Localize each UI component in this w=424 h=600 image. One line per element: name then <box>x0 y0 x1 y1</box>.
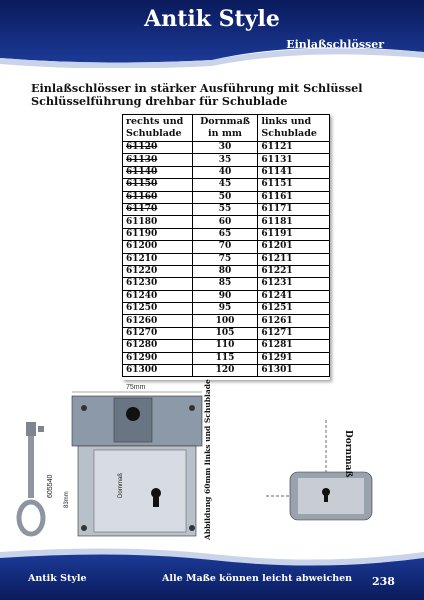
table-row <box>123 228 330 240</box>
key-image <box>19 422 44 534</box>
header-text: in mm <box>208 128 242 139</box>
header-dornmass <box>192 115 258 142</box>
cell-dornmass: 80 <box>192 265 258 277</box>
page-number: 238 <box>372 575 395 588</box>
header-text: links und <box>261 116 312 127</box>
spec-table-wrapper <box>122 114 330 380</box>
height-label: 83mm <box>64 491 70 508</box>
intro-line-1: Einlaßschlösser in stärker Ausführung mit Schlüssel <box>31 81 363 95</box>
table-row <box>123 340 330 352</box>
page-header <box>0 0 424 68</box>
table-header-row <box>123 115 330 142</box>
cell-right-drawer: 61220 <box>123 265 193 277</box>
footer-brand: Antik Style <box>28 573 87 584</box>
figure-caption <box>197 379 212 540</box>
section-title: Einlaßschlösser <box>286 38 384 51</box>
header-text: rechts und <box>126 116 184 127</box>
cell-right-drawer: 61120 <box>123 142 193 154</box>
header-text: Dornmaß <box>200 116 250 127</box>
table-row <box>123 166 330 178</box>
cell-left-drawer: 61251 <box>258 303 330 315</box>
cell-right-drawer: 61180 <box>123 216 193 228</box>
cell-dornmass: 95 <box>192 303 258 315</box>
cell-dornmass: 65 <box>192 228 258 240</box>
lock-figure-right <box>258 420 378 530</box>
table-row <box>123 191 330 203</box>
cell-dornmass: 115 <box>192 352 258 364</box>
cell-right-drawer: 61290 <box>123 352 193 364</box>
table-row <box>123 154 330 166</box>
cell-left-drawer: 61231 <box>258 278 330 290</box>
width-label: 75mm <box>126 384 146 391</box>
cell-dornmass: 105 <box>192 327 258 339</box>
cell-left-drawer: 61261 <box>258 315 330 327</box>
table-row <box>123 241 330 253</box>
header-text: Schublade <box>261 128 317 139</box>
table-row <box>123 142 330 154</box>
cell-dornmass: 35 <box>192 154 258 166</box>
cell-right-drawer: 61300 <box>123 365 193 377</box>
cell-left-drawer: 61181 <box>258 216 330 228</box>
key-number: 605540 <box>47 474 54 498</box>
table-row <box>123 278 330 290</box>
header-text: Schublade <box>126 128 182 139</box>
cell-right-drawer: 61270 <box>123 327 193 339</box>
cell-left-drawer: 61281 <box>258 340 330 352</box>
cell-dornmass: 90 <box>192 290 258 302</box>
table-row <box>123 203 330 215</box>
table-row <box>123 327 330 339</box>
cell-left-drawer: 61291 <box>258 352 330 364</box>
cell-dornmass: 55 <box>192 203 258 215</box>
cell-dornmass: 45 <box>192 179 258 191</box>
cell-left-drawer: 61151 <box>258 179 330 191</box>
cell-left-drawer: 61171 <box>258 203 330 215</box>
cell-dornmass: 60 <box>192 216 258 228</box>
table-row <box>123 179 330 191</box>
cell-right-drawer: 61200 <box>123 241 193 253</box>
dorn-label: Dornmaß <box>118 472 124 498</box>
cell-right-drawer: 61170 <box>123 203 193 215</box>
product-intro <box>31 82 401 108</box>
cell-dornmass: 40 <box>192 166 258 178</box>
footer-note: Alle Maße können leicht abweichen <box>162 573 353 584</box>
cell-left-drawer: 61201 <box>258 241 330 253</box>
brand-title: Antik Style <box>144 6 280 32</box>
cell-dornmass: 50 <box>192 191 258 203</box>
lock-plate-drawing <box>258 420 378 530</box>
footer-banner <box>0 544 424 600</box>
cell-right-drawer: 61230 <box>123 278 193 290</box>
table-row <box>123 352 330 364</box>
table-body <box>123 142 330 377</box>
table-row <box>123 265 330 277</box>
cell-dornmass: 75 <box>192 253 258 265</box>
cell-dornmass: 120 <box>192 365 258 377</box>
cell-dornmass: 85 <box>192 278 258 290</box>
table-row <box>123 216 330 228</box>
cell-dornmass: 110 <box>192 340 258 352</box>
header-right-drawer <box>123 115 193 142</box>
table-row <box>123 253 330 265</box>
spec-table <box>122 114 330 377</box>
cell-left-drawer: 61141 <box>258 166 330 178</box>
page-footer <box>0 544 424 600</box>
cell-right-drawer: 61240 <box>123 290 193 302</box>
cell-dornmass: 30 <box>192 142 258 154</box>
lock-drawing <box>16 378 216 548</box>
cell-right-drawer: 61250 <box>123 303 193 315</box>
table-row <box>123 303 330 315</box>
cell-right-drawer: 61160 <box>123 191 193 203</box>
cell-right-drawer: 61190 <box>123 228 193 240</box>
cell-left-drawer: 61211 <box>258 253 330 265</box>
cell-left-drawer: 61301 <box>258 365 330 377</box>
cell-right-drawer: 61280 <box>123 340 193 352</box>
cell-left-drawer: 61161 <box>258 191 330 203</box>
cell-left-drawer: 61271 <box>258 327 330 339</box>
cell-right-drawer: 61210 <box>123 253 193 265</box>
cell-right-drawer: 61150 <box>123 179 193 191</box>
header-left-drawer <box>258 115 330 142</box>
cell-left-drawer: 61241 <box>258 290 330 302</box>
cell-left-drawer: 61131 <box>258 154 330 166</box>
table-row <box>123 315 330 327</box>
cell-dornmass: 70 <box>192 241 258 253</box>
caption-text: Abbildung 60mm links und Schublade <box>203 379 212 540</box>
dorn-label-right: Dornmaß <box>343 430 353 478</box>
cell-left-drawer: 61191 <box>258 228 330 240</box>
cell-dornmass: 100 <box>192 315 258 327</box>
lock-figure-left <box>16 378 216 548</box>
cell-right-drawer: 61140 <box>123 166 193 178</box>
cell-left-drawer: 61221 <box>258 265 330 277</box>
intro-line-2: Schlüsselführung drehbar für Schublade <box>31 94 288 108</box>
cell-right-drawer: 61260 <box>123 315 193 327</box>
cell-right-drawer: 61130 <box>123 154 193 166</box>
table-row <box>123 290 330 302</box>
cell-left-drawer: 61121 <box>258 142 330 154</box>
table-row <box>123 365 330 377</box>
